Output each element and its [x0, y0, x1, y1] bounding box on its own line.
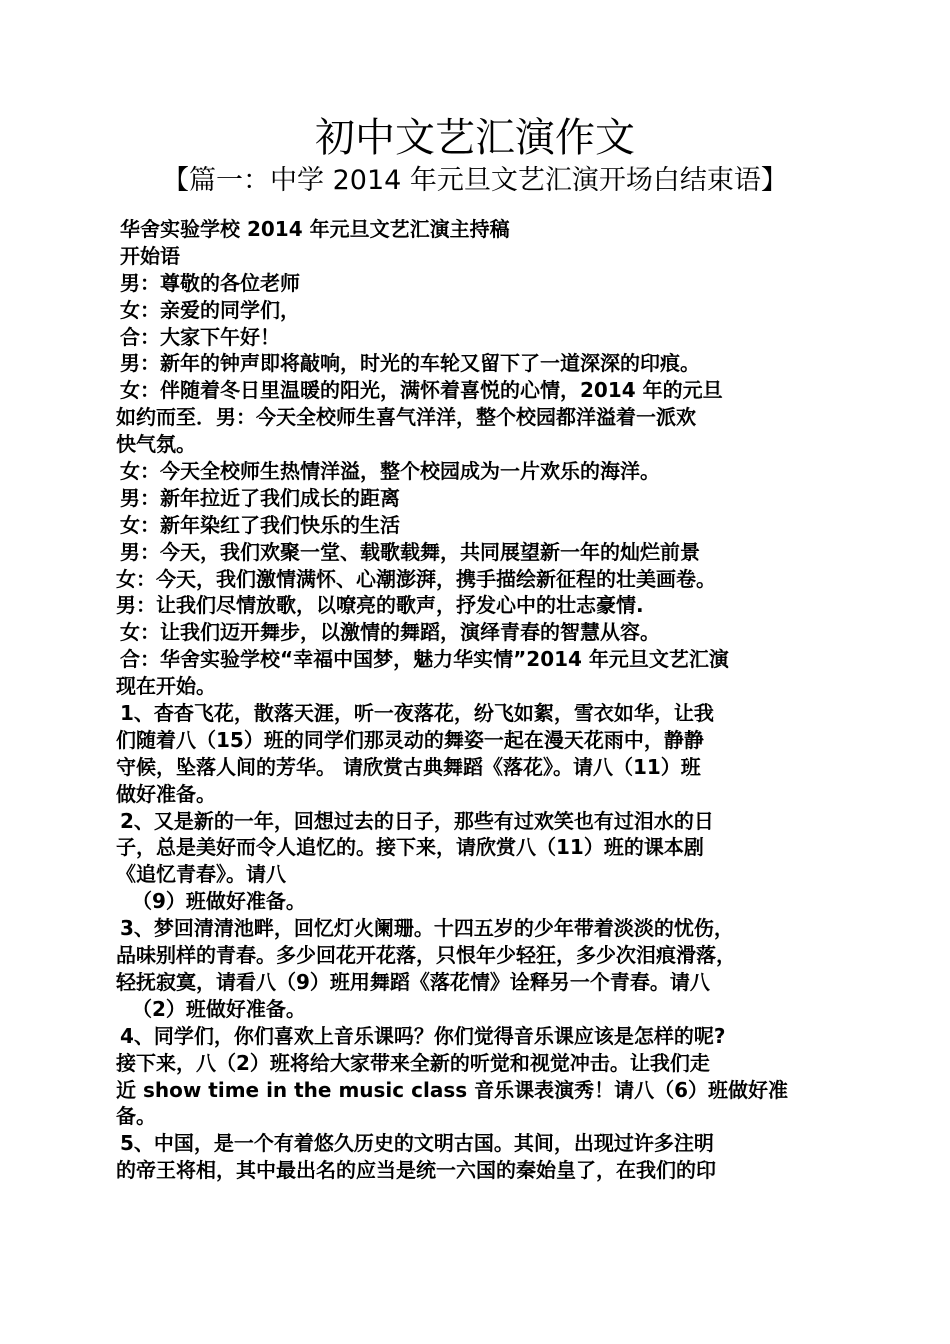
text-line: 2、又是新的一年，回想过去的日子，那些有过欢笑也有过泪水的日	[120, 808, 714, 833]
document-subtitle: 【篇一：中学 2014 年元旦文艺汇演开场白结束语】	[162, 165, 788, 196]
text-line: 如约而至．男：今天全校师生喜气洋洋，整个校园都洋溢着一派欢	[116, 405, 696, 430]
text-line: 备。	[116, 1104, 156, 1129]
text-line: 近 show time in the music class 音乐课表演秀！请八（6）班做好准	[116, 1077, 789, 1102]
text-line: （9）班做好准备。	[132, 889, 306, 914]
text-line: 合：华舍实验学校“幸福中国梦，魅力华实情”2014 年元旦文艺汇演	[120, 647, 729, 672]
text-line: 《追忆青春》。请八	[116, 862, 286, 887]
text-line: 4、同学们，你们喜欢上音乐课吗？你们觉得音乐课应该是怎样的呢?	[120, 1023, 726, 1048]
document-body	[116, 216, 846, 1184]
text-line: 1、杳杳飞花，散落天涯，听一夜落花，纷飞如絮，雪衣如华，让我	[120, 701, 714, 726]
text-line: 接下来，八（2）班将给大家带来全新的听觉和视觉冲击。让我们走	[116, 1050, 710, 1075]
text-line: （2）班做好准备。	[132, 996, 306, 1021]
text-line: 合：大家下午好！	[120, 324, 280, 349]
text-line: 3、梦回清清池畔，回忆灯火阑珊。十四五岁的少年带着淡淡的忧伤，	[120, 916, 734, 941]
text-line: 男：尊敬的各位老师	[120, 270, 300, 295]
text-line: 男：让我们尽情放歌，以嘹亮的歌声，抒发心中的壮志豪情.	[116, 593, 644, 618]
text-line: 的帝王将相，其中最出名的应当是统一六国的秦始皇了，在我们的印	[116, 1158, 716, 1183]
text-line: 女：新年染红了我们快乐的生活	[120, 512, 400, 537]
text-line: 男：新年的钟声即将敲响，时光的车轮又留下了一道深深的印痕。	[120, 351, 700, 376]
document-title: 初中文艺汇演作文	[315, 115, 635, 161]
text-line: 做好准备。	[116, 781, 216, 806]
text-line: 快气氛。	[116, 432, 196, 457]
text-line: 子，总是美好而令人追忆的。接下来，请欣赏八（11）班的课本剧	[116, 835, 704, 860]
text-line: 品味别样的青春。多少回花开花落，只恨年少轻狂，多少次泪痕滑落，	[116, 943, 736, 968]
text-line: 男：今天，我们欢聚一堂、载歌载舞，共同展望新一年的灿烂前景	[120, 539, 700, 564]
text-line: 男：新年拉近了我们成长的距离	[120, 485, 400, 510]
text-line: 守候，坠落人间的芳华。 请欣赏古典舞蹈《落花》。请八（11）班	[116, 754, 701, 779]
text-line: 轻抚寂寞，请看八（9）班用舞蹈《落花情》诠释另一个青春。请八	[116, 969, 710, 994]
text-line: 女：今天全校师生热情洋溢，整个校园成为一片欢乐的海洋。	[120, 459, 660, 484]
text-line: 开始语	[120, 243, 180, 268]
text-line: 女：让我们迈开舞步，以激情的舞蹈，演绎青春的智慧从容。	[120, 620, 660, 645]
text-line: 女：亲爱的同学们，	[120, 297, 300, 322]
text-line: 现在开始。	[116, 674, 216, 699]
text-line: 们随着八（15）班的同学们那灵动的舞姿一起在漫天花雨中，静静	[116, 727, 704, 752]
text-line: 女：今天，我们激情满怀、心潮澎湃，携手描绘新征程的壮美画卷。	[116, 566, 716, 591]
text-line: 华舍实验学校 2014 年元旦文艺汇演主持稿	[120, 217, 510, 241]
text-line: 5、中国，是一个有着悠久历史的文明古国。其间，出现过许多注明	[120, 1131, 714, 1156]
text-line: 女：伴随着冬日里温暖的阳光，满怀着喜悦的心情，2014 年的元旦	[120, 378, 723, 403]
